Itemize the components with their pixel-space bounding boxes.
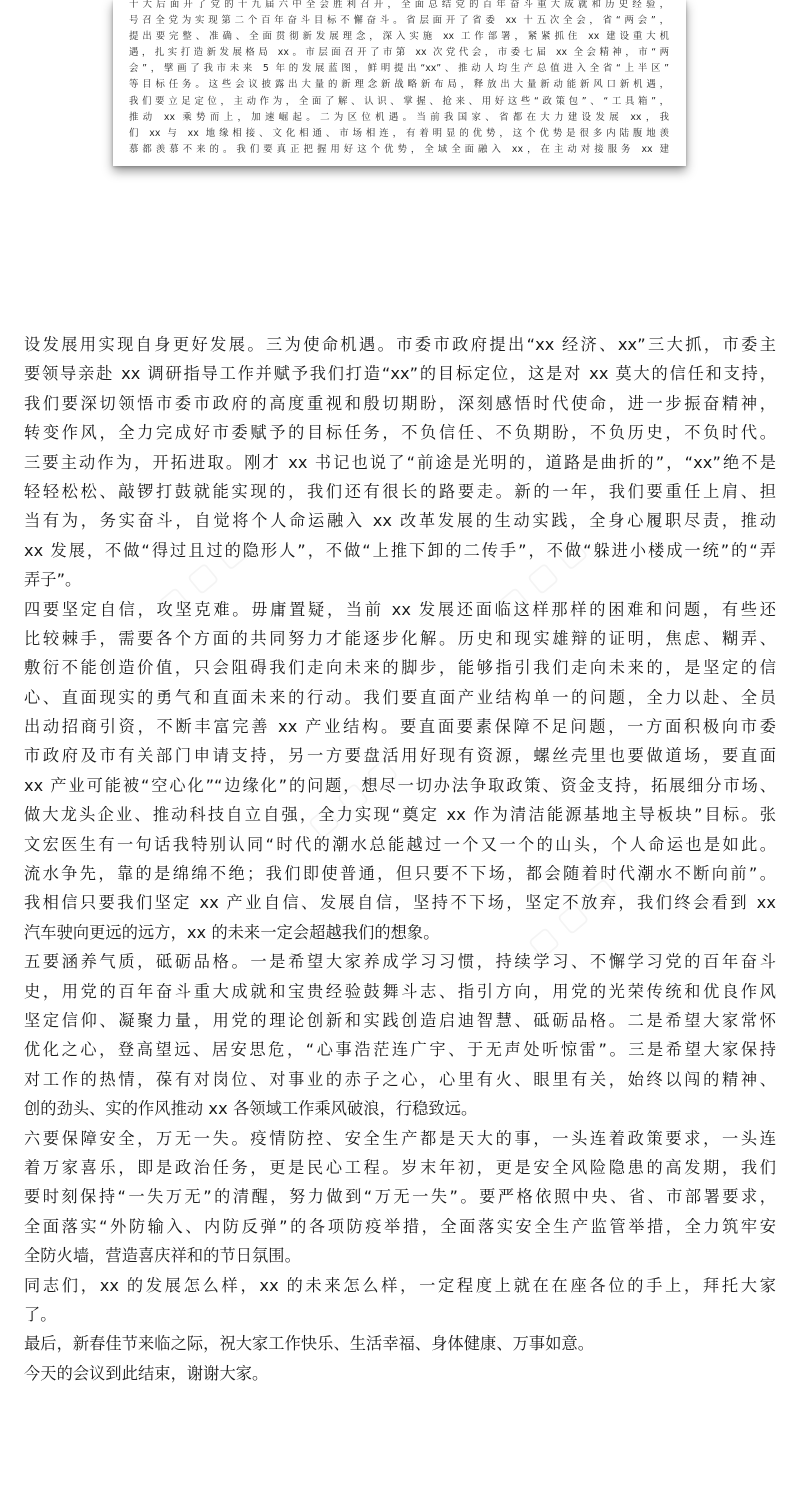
thumbnail-text bbox=[129, 0, 669, 158]
paragraph-line: 五要涵养气质，砥砺品格。一是希望大家养成学习习惯，持续学习、不懈学习党的百年奋斗 bbox=[24, 952, 776, 972]
thumbnail-line: 我们要立足定位，主动作为，全面了解、认识、掌握、抢来、用好这些“政策包”、“工具箱”， bbox=[129, 95, 669, 107]
paragraph-line: 轻轻松松、敲锣打鼓就能实现的，我们还有很长的路要走。新的一年，我们要重任上肩、担 bbox=[24, 481, 776, 501]
paragraph-line: 弄子”。 bbox=[24, 570, 82, 590]
thumbnail-line: 慕都羡慕不来的。我们要真正把握用好这个优势，全域全面融入 xx，在主动对接服务 xx 建 bbox=[129, 143, 669, 155]
paragraph-line: 敷衍不能创造价值，只会阻碍我们走向未来的脚步，能够指引我们走向未来的，是坚定的信 bbox=[24, 658, 776, 678]
paragraph-line: 对工作的热情，葆有对岗位、对事业的赤子之心，心里有火、眼里有关，始终以闯的精神、 bbox=[24, 1069, 776, 1089]
thumbnail-line: 会”，擘画了我市未来 5 年的发展蓝图，鲜明提出“xx”、推动人均生产总值进入全省“上半区” bbox=[129, 63, 669, 75]
paragraph-line: 最后，新春佳节来临之际，祝大家工作快乐、生活幸福、身体健康、万事如意。 bbox=[24, 1334, 595, 1354]
paragraph-line: 全面落实“外防输入、内防反弹”的各项防疫举措，全面落实安全生产监管举措，全力筑牢安 bbox=[24, 1216, 776, 1236]
paragraph-line: 全防火墙，营造喜庆祥和的节日氛围。 bbox=[24, 1246, 301, 1266]
thumbnail-line: 号召全党为实现第二个百年奋斗目标不懈奋斗。省层面开了省委 xx 十五次全会，省“两会”， bbox=[129, 15, 669, 27]
paragraph-line: 我们要深切领悟市委市政府的高度重视和殷切期盼，深刻感悟时代使命，进一步振奋精神， bbox=[24, 393, 776, 413]
paragraph-line: 史，用党的百年奋斗重大成就和宝贵经验鼓舞斗志、指引方向，用党的光荣传统和优良作风 bbox=[24, 981, 776, 1001]
watermark-mark: ▢ ▢ ▢ bbox=[300, 750, 404, 845]
thumbnail-line: 推动 xx 乘势而上，加速崛起。二为区位机遇。当前我国家、省都在大力建设发展 xx，我 bbox=[129, 111, 669, 123]
paragraph-line: 今天的会议到此结束，谢谢大家。 bbox=[24, 1363, 269, 1383]
document-body bbox=[24, 330, 776, 1388]
paragraph-line: 三要主动作为，开拓进取。刚才 xx 书记也说了“前途是光明的，道路是曲折的”，“xx”绝不是 bbox=[24, 452, 776, 472]
paragraph-line: 要领导亲赴 xx 调研指导工作并赋予我们打造“xx”的目标定位，这是对 xx 莫大的信任和支持， bbox=[24, 364, 776, 384]
paragraph-line: xx 产业可能被“空心化”“边缘化”的问题，想尽一切办法争取政策、资金支持，拓展细分市场、 bbox=[24, 775, 776, 795]
paragraph-line: 坚定信仰、凝聚力量，用党的理论创新和实践创造启迪智慧、砥砺品格。二是希望大家常怀 bbox=[24, 1010, 776, 1030]
document-thumbnail bbox=[113, 0, 686, 166]
paragraph-line: 创的劲头、实的作风推动 xx 各领域工作乘风破浪，行稳致远。 bbox=[24, 1099, 478, 1119]
paragraph-line: 转变作风，全力完成好市委赋予的目标任务，不负信任、不负期盼，不负历史，不负时代。 bbox=[24, 423, 776, 443]
paragraph-line: 比较棘手，需要各个方面的共同努力才能逐步化解。历史和现实雄辩的证明，焦虑、糊弄、 bbox=[24, 628, 776, 648]
paragraph-line: 优化之心，登高望远、居安思危，“心事浩茫连广宇、于无声处听惊雷”。三是希望大家保持 bbox=[24, 1040, 776, 1060]
paragraph-line: xx 发展，不做“得过且过的隐形人”，不做“上推下卸的二传手”，不做“躲进小楼成一统”的“弄 bbox=[24, 540, 776, 560]
thumbnail-line: 等目标任务。这些会议披露出大量的新理念新战略新布局，释放出大量新动能新风口新机遇， bbox=[129, 79, 669, 91]
paragraph-line: 文宏医生有一句话我特别认同“时代的潮水总能越过一个又一个的山头，个人命运也是如此。 bbox=[24, 834, 776, 854]
paragraph-line: 汽车驶向更远的远方，xx 的未来一定会超越我们的想象。 bbox=[24, 922, 440, 942]
paragraph-line: 了。 bbox=[24, 1304, 57, 1324]
paragraph-line: 要时刻保持“一失万无”的清醒，努力做到“万无一失”。要严格依照中央、省、市部署要求， bbox=[24, 1187, 776, 1207]
paragraph-line: 四要坚定自信，攻坚克难。毋庸置疑，当前 xx 发展还面临这样那样的困难和问题，有些还 bbox=[24, 599, 776, 619]
paragraph-line: 同志们，xx 的发展怎么样，xx 的未来怎么样，一定程度上就在在座各位的手上，拜托大家 bbox=[24, 1275, 776, 1295]
thumbnail-line: 提出要完整、准确、全面贯彻新发展理念，深入实施 xx 工作部署，紧紧抓住 xx 建设重大机 bbox=[129, 31, 669, 43]
paragraph-line: 我相信只要我们坚定 xx 产业自信、发展自信，坚持不下场，坚定不放弃，我们终会看到 xx bbox=[24, 893, 776, 913]
watermark-mark: ▢ ▢ ▢ bbox=[520, 870, 624, 965]
paragraph-line: 出动招商引资，不断丰富完善 xx 产业结构。要直面要素保障不足问题，一方面积极向市委 bbox=[24, 717, 776, 737]
paragraph-line: 做大龙头企业、推动科技自立自强，全力实现“奠定 xx 作为清洁能源基地主导板块”目标。张 bbox=[24, 805, 776, 825]
thumbnail-line: 遇，扎实打造新发展格局 xx。市层面召开了市第 xx 次党代会，市委七届 xx 全会精神，市“两 bbox=[129, 47, 669, 59]
paragraph-line: 着万家喜乐，即是政治任务，更是民心工程。岁末年初，更是安全风险隐患的高发期，我们 bbox=[24, 1157, 776, 1177]
watermark-mark: ▢ ▢ ▢ bbox=[490, 530, 594, 625]
paragraph-line: 当有为，务实奋斗，自觉将个人命运融入 xx 改革发展的生动实践，全身心履职尽责，推动 bbox=[24, 511, 776, 531]
paragraph-line: 流水争先，靠的是绵绵不绝；我们即使普通，但只要不下场，都会随着时代潮水不断向前”。 bbox=[24, 864, 776, 884]
thumbnail-line: 们 xx 与 xx 地缘相接、文化相通、市场相连，有着明显的优势，这个优势是很多内陆腹地羡 bbox=[129, 127, 669, 139]
paragraph-line: 市政府及市有关部门申请支持，另一方要盘活用好现有资源，螺丝壳里也要做道场，要直面 bbox=[24, 746, 776, 766]
paragraph-line: 心、直面现实的勇气和直面未来的行动。我们要直面产业结构单一的问题，全力以赴、全员 bbox=[24, 687, 776, 707]
paragraph-line: 六要保障安全，万无一失。疫情防控、安全生产都是天大的事，一头连着政策要求，一头连 bbox=[24, 1128, 776, 1148]
watermark-mark: ▢ ▢ ▢ bbox=[150, 530, 254, 625]
paragraph-line: 设发展用实现自身更好发展。三为使命机遇。市委市政府提出“xx 经济、xx”三大抓，市委主 bbox=[24, 335, 776, 354]
thumbnail-line: 十大后面开了党的十九届六中全会胜利召开，全面总结党的百年奋斗重大成就和历史经验， bbox=[129, 0, 669, 10]
